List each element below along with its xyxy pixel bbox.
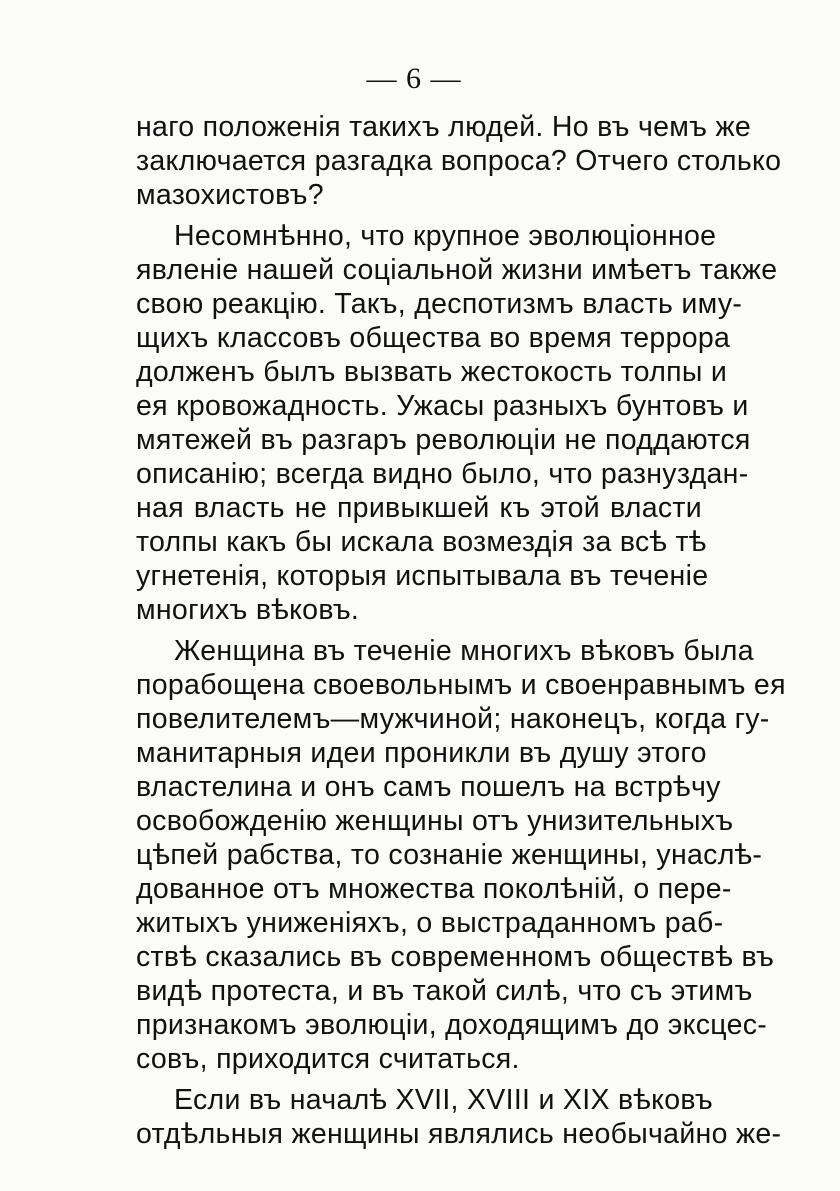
text-line: видѣ протеста, и въ такой силѣ, что съ этимъ <box>136 975 753 1007</box>
text-line: манитарныя идеи проникли въ душу этого <box>136 737 707 769</box>
text-line: Если въ началѣ XVII, XVIII и XIX вѣковъ <box>174 1084 714 1116</box>
text-line: угнетенія, которыя испытывала въ теченіе <box>136 560 709 592</box>
text-line: освобожденію женщины отъ унизительныхъ <box>136 805 734 837</box>
text-line: описанію; всегда видно было, что разнуздан- <box>136 458 749 490</box>
text-line: ея кровожадность. Ужасы разныхъ бунтовъ и <box>136 390 749 422</box>
text-line: щихъ классовъ общества во время террора <box>136 322 731 354</box>
text-line: ная власть не привыкшей къ этой власти <box>136 492 702 524</box>
page-number: — 6 — <box>366 62 462 95</box>
text-line: Несомнѣнно, что крупное эволюціонное <box>174 220 717 252</box>
body-text <box>136 110 786 1151</box>
paragraph-gap <box>136 1076 702 1083</box>
paragraph <box>136 1083 782 1151</box>
text-line: свою реакцію. Такъ, деспотизмъ власть иму- <box>136 288 743 320</box>
paragraph-gap <box>136 212 702 219</box>
text-line: заключается разгадка вопроса? Отчего столько <box>136 145 782 177</box>
paragraph <box>136 110 782 212</box>
text-line: житыхъ униженіяхъ, о выстраданномъ раб- <box>136 907 724 939</box>
paragraph <box>136 219 778 627</box>
paragraph-gap <box>136 627 702 634</box>
text-line: многихъ вѣковъ. <box>136 594 360 626</box>
text-line: цѣпей рабства, то сознаніе женщины, унаслѣ- <box>136 839 763 871</box>
text-line: ствѣ сказались въ современномъ обществѣ въ <box>136 941 775 973</box>
text-line: явленіе нашей соціальной жизни имѣетъ также <box>136 254 778 286</box>
text-line: долженъ былъ вызвать жестокость толпы и <box>136 356 728 388</box>
paragraph <box>136 634 786 1076</box>
text-line: дованное отъ множества поколѣній, о пере- <box>136 873 732 905</box>
text-line: совъ, приходится считаться. <box>136 1043 520 1075</box>
text-line: наго положенія такихъ людей. Но въ чемъ же <box>136 111 751 143</box>
text-line: мазохистовъ? <box>136 179 324 211</box>
text-line: толпы какъ бы искала возмездія за всѣ тѣ <box>136 526 707 558</box>
text-line: признакомъ эволюціи, доходящимъ до эксцес- <box>136 1009 768 1041</box>
text-line: повелителемъ—мужчиной; наконецъ, когда гу- <box>136 703 770 735</box>
text-line: порабощена своевольнымъ и своенравнымъ ея <box>136 669 786 701</box>
text-line: мятежей въ разгаръ революціи не поддаются <box>136 424 751 456</box>
text-line: Женщина въ теченіе многихъ вѣковъ была <box>174 635 754 667</box>
text-line: отдѣльныя женщины являлись необычайно же- <box>136 1118 782 1150</box>
text-line: властелина и онъ самъ пошелъ на встрѣчу <box>136 771 721 803</box>
